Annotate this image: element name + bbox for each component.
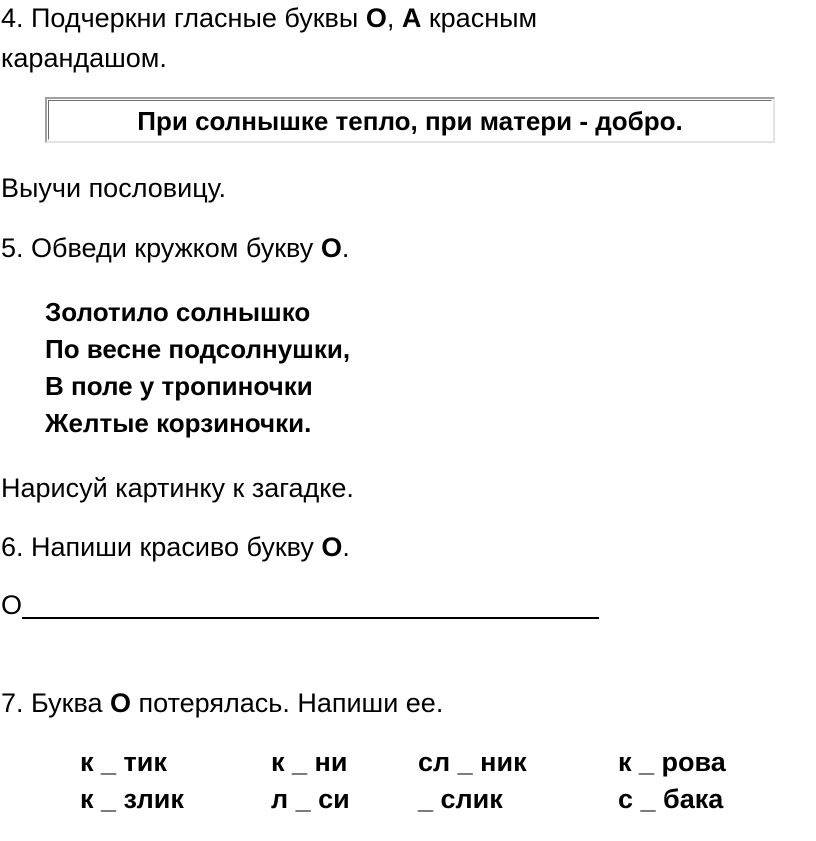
proverb-box	[45, 97, 775, 143]
task-4-heading	[1, 2, 537, 34]
task-5-letter-o: О	[320, 233, 342, 263]
task-4-separator: ,	[386, 3, 402, 33]
learn-proverb-instruction: Выучи пословицу.	[1, 173, 226, 203]
task-5-heading	[1, 232, 349, 264]
writing-start-letter: О	[1, 590, 23, 620]
word-item: к _ ни	[271, 747, 348, 777]
proverb-text: При солнышке тепло, при матери - добро.	[137, 106, 683, 136]
task-7-text: 7. Буква	[1, 688, 111, 718]
word-item: _ слик	[418, 784, 503, 814]
task-5-text: 5. Обведи кружком букву	[1, 233, 321, 263]
word-item: к _ злик	[80, 784, 184, 814]
word-item: л _ си	[271, 784, 350, 814]
task-6-text: 6. Напиши красиво букву	[1, 532, 322, 562]
poem-line: В поле у тропиночки	[45, 371, 313, 401]
writing-practice-line	[1, 589, 599, 621]
task-7-text-end: потерялась. Напиши ее.	[131, 688, 444, 718]
task-4-text-end: красным	[421, 3, 538, 33]
word-item: с _ бака	[618, 784, 724, 814]
word-item: сл _ ник	[418, 747, 527, 777]
task-4-letter-o: О	[365, 3, 387, 33]
task-6-letter-o: О	[321, 532, 343, 562]
draw-instruction: Нарисуй картинку к загадке.	[1, 473, 354, 503]
task-4-text: 4. Подчеркни гласные буквы	[1, 3, 366, 33]
poem-line: По весне подсолнушки,	[45, 334, 351, 364]
task-6-heading	[1, 531, 350, 563]
task-7-heading	[1, 687, 443, 719]
poem-line: Золотило солнышко	[45, 297, 311, 327]
task-7-letter-o: О	[110, 688, 132, 718]
word-item: к _ тик	[80, 747, 167, 777]
task-4-heading-line2: карандашом.	[1, 43, 167, 73]
word-item: к _ рова	[618, 747, 726, 777]
task-4-letter-a: А	[401, 3, 422, 33]
task-6-period: .	[342, 532, 350, 562]
poem-line: Желтые корзиночки.	[45, 408, 312, 438]
riddle-poem	[45, 294, 350, 442]
task-5-period: .	[341, 233, 350, 263]
writing-underline[interactable]	[22, 589, 599, 619]
